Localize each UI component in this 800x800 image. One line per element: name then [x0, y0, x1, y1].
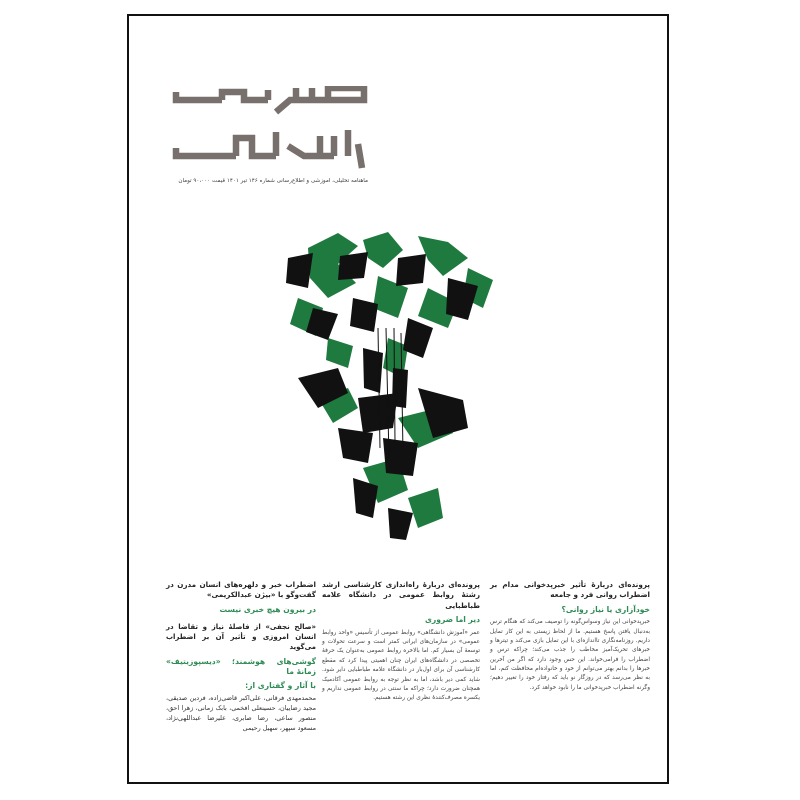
column-1 — [490, 580, 650, 693]
issue-meta: ماهنامه تحلیلی، آموزشی و اطلاع‌رسانی شماره ۱۴۶ تیر ۱۴۰۱ قیمت ۹۰،۰۰۰ تومان — [178, 178, 368, 184]
column-1-subheading: خودآزاری یا نیاز روانی؟ — [561, 604, 650, 614]
column-3 — [166, 580, 316, 734]
masthead-logo — [172, 86, 372, 170]
column-2 — [322, 580, 480, 704]
cover-artwork — [268, 228, 518, 548]
column-3-heading-2: «صالح نجفی» از فاصلهٔ نیاز و تقاضا در انسان امروزی و تأثیر آن بر اضطراب می‌گوید — [166, 623, 316, 652]
column-2-body: عمر «آموزش دانشگاهی» روابط عمومی از تأسیس «واحد روابط عمومی» در سازمان‌های ایرانی کمتر است و سرعت تحولات و توسعهٔ آن بسیار کم. اما بالاخره روابط عمومی به‌عنوان یک حرفهٔ تخصصی در دانشگاه‌های ایران چنان اهمیتی پیدا کرد که مقطع کارشناسی آن برای اول‌بار در دانشگاه علامه طباطبایی دایر شود. شاید کمی دیر باشد، اما به نظر توجه به روابط عمومی آکادمیک همچنان ضرورت دارد؛ چراکه ما سنتی در روابط عمومی نداریم و یکسره مصرف‌کنندهٔ نظری این رشته هستیم. — [322, 629, 480, 702]
column-3-body: محمدمهدی فرقانی، علی‌اکبر قاضی‌زاده، فردین صدیقی، مجید رضاییان، حسینعلی افخمی، بابک زمانی، زهرا احق، منصور ساعی، رضا صابری، علیرضا عبداللهی‌نژاد، مسعود سپهر، سهیل رحیمی — [166, 694, 316, 733]
column-3-subheading-3: با آثار و گفتاری از: — [245, 681, 316, 691]
column-3-subheading: در بیرون هیچ خبری نیست — [219, 604, 316, 614]
column-2-heading: پرونده‌ای دربارهٔ راه‌اندازی کارشناسی ارشد رشتهٔ روابط عمومی در دانشگاه علامه طباطبایی — [322, 580, 480, 610]
column-3-subheading-2: گوشی‌های هوشمند؛ «دیسپوزیتیف» زمانهٔ ما — [166, 656, 316, 676]
column-2-subheading: دیر اما ضروری — [424, 615, 480, 625]
column-1-heading: پرونده‌ای دربارهٔ تأثیر خبرپدخوانی مدام بر اضطراب روانی فرد و جامعه — [490, 580, 650, 600]
column-1-body: خبرپدخوانی این نیاز وسواس‌گونه را توصیف می‌کند که هنگام ترس به‌دنبال یافتن پاسخ هستیم. ما از لحاظ زیستی به این کار تمایل داریم. روزنامه‌نگاری تااندازه‌ای با این تمایل بازی می‌کند و تیترها و خبرهای تحریک‌آمیز مخاطب را جذب می‌کند؛ چراکه ترس و اضطراب را فرامی‌خواند. این حس وجود دارد که اگر من آخرین خبرها را بدانم بهتر می‌توانم از خود و خانواده‌ام محافظت کنم، اما به نظر می‌رسد که در روزگار نو باید که رفتار خود را تغییر دهیم؛ وگرنه اضطراب خبرپدخوانی ما را نابود خواهد کرد. — [490, 619, 650, 691]
column-3-heading: اضطراب خبر و دلهره‌های انسان مدرن در گفت‌وگو با «بیژن عبدالکریمی» — [166, 580, 316, 600]
